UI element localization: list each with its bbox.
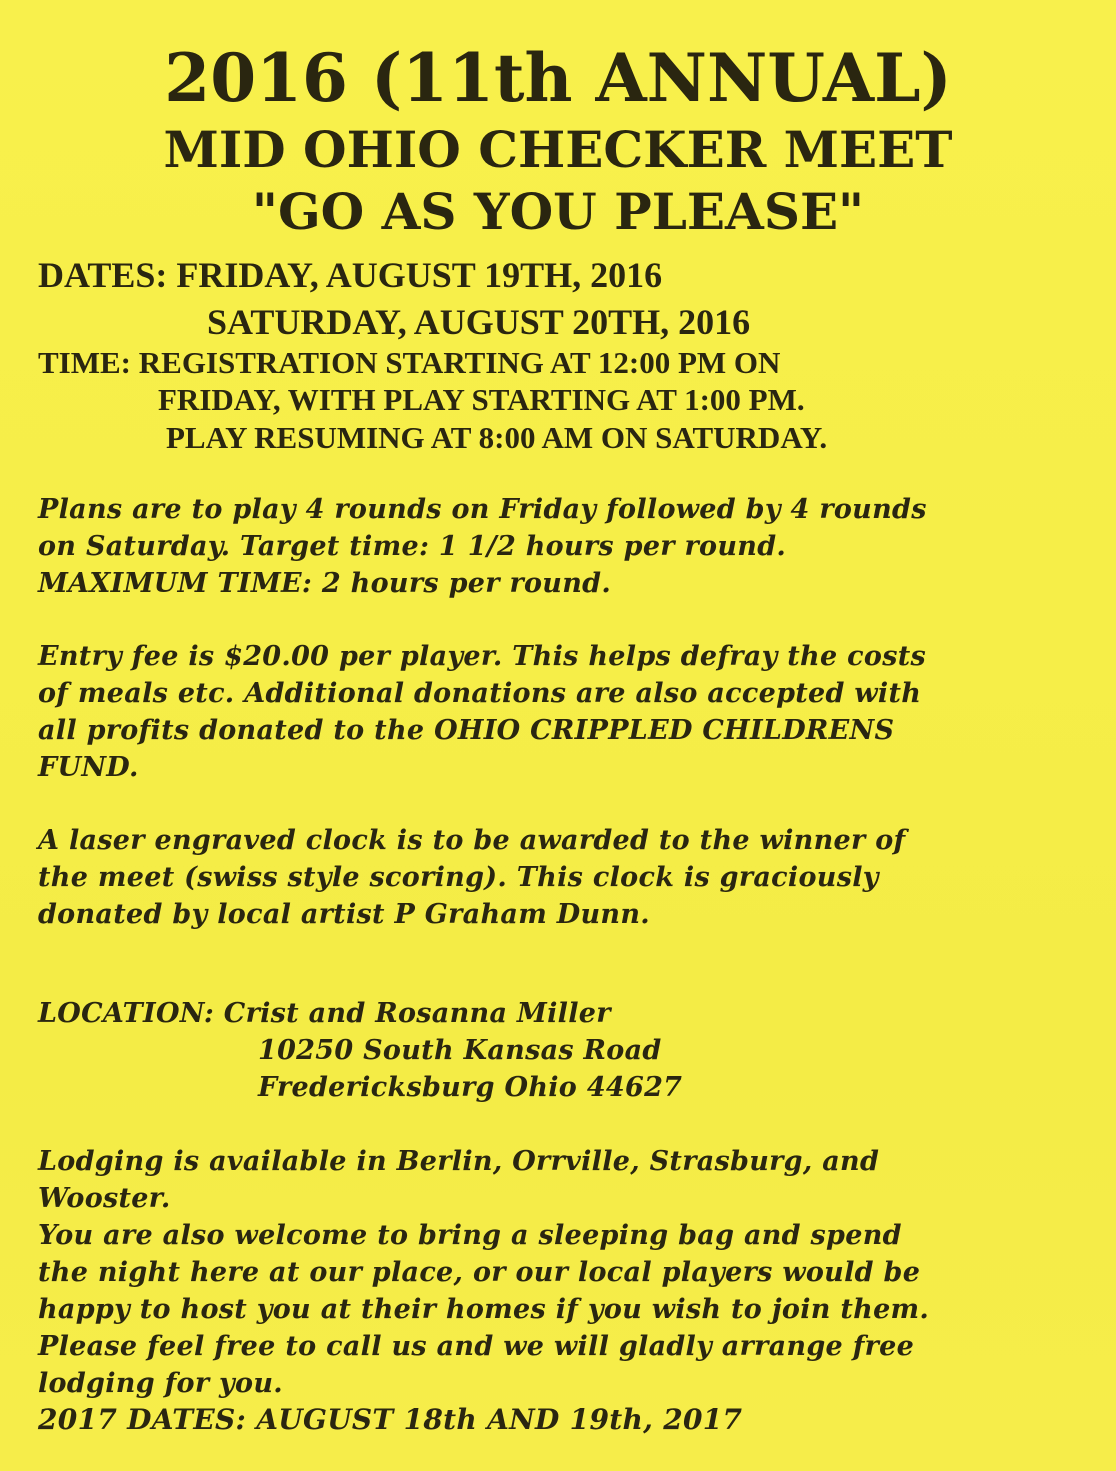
dates-line-1: DATES: FRIDAY, AUGUST 19TH, 2016 — [38, 255, 663, 295]
paragraph-line: lodging for you. — [38, 1368, 283, 1399]
time-line-3: PLAY RESUMING AT 8:00 AM ON SATURDAY. — [166, 420, 828, 455]
dates-line-2: SATURDAY, AUGUST 20TH, 2016 — [207, 302, 751, 342]
paragraph-line: of meals etc. Additional donations are also accepted with — [38, 678, 922, 709]
paragraph-line: the meet (swiss style scoring). This clock is graciously — [38, 862, 879, 893]
paragraph-line: Lodging is available in Berlin, Orrville, Strasburg, and — [38, 1146, 880, 1177]
paragraph-line: the night here at our place, or our local players would be — [38, 1257, 921, 1288]
lodging-paragraph — [38, 1143, 929, 1402]
event-name: MID OHIO CHECKER MEET — [163, 120, 953, 179]
paragraph-line: Please feel free to call us and we will gladly arrange free — [38, 1331, 915, 1362]
prize-paragraph — [38, 822, 905, 933]
paragraph-line: MAXIMUM TIME: 2 hours per round. — [38, 568, 612, 599]
title-block — [0, 38, 1116, 242]
next-year-dates: 2017 DATES: AUGUST 18th AND 19th, 2017 — [38, 1403, 743, 1436]
time-line-1: TIME: REGISTRATION STARTING AT 12:00 PM ON — [38, 345, 781, 380]
paragraph-line: You are also welcome to bring a sleeping bag and spend — [38, 1220, 902, 1251]
paragraph-line: FUND. — [38, 752, 139, 783]
location-line-2: 10250 South Kansas Road — [258, 1035, 662, 1066]
paragraph-line: Wooster. — [38, 1183, 171, 1214]
fee-paragraph — [38, 638, 926, 786]
paragraph-line: all profits donated to the OHIO CRIPPLED CHILDRENS — [38, 715, 895, 746]
time-line-2: FRIDAY, WITH PLAY STARTING AT 1:00 PM. — [158, 382, 805, 417]
rounds-paragraph — [38, 491, 927, 602]
location-line-1: LOCATION: Crist and Rosanna Miller — [38, 998, 611, 1029]
paragraph-line: happy to host you at their homes if you wish to join them. — [38, 1294, 930, 1325]
location-line-3: Fredericksburg Ohio 44627 — [258, 1072, 683, 1103]
paragraph-line: A laser engraved clock is to be awarded to the winner of — [38, 825, 906, 856]
paragraph-line: on Saturday. Target time: 1 1/2 hours per round. — [38, 531, 787, 562]
paragraph-line: Entry fee is $20.00 per player. This helps defray the costs — [38, 641, 926, 672]
paragraph-line: donated by local artist P Graham Dunn. — [38, 899, 650, 930]
event-subtitle: "GO AS YOU PLEASE" — [251, 182, 865, 241]
paragraph-line: Plans are to play 4 rounds on Friday followed by 4 rounds — [38, 494, 927, 525]
main-title: 2016 (11th ANNUAL) — [164, 39, 952, 117]
